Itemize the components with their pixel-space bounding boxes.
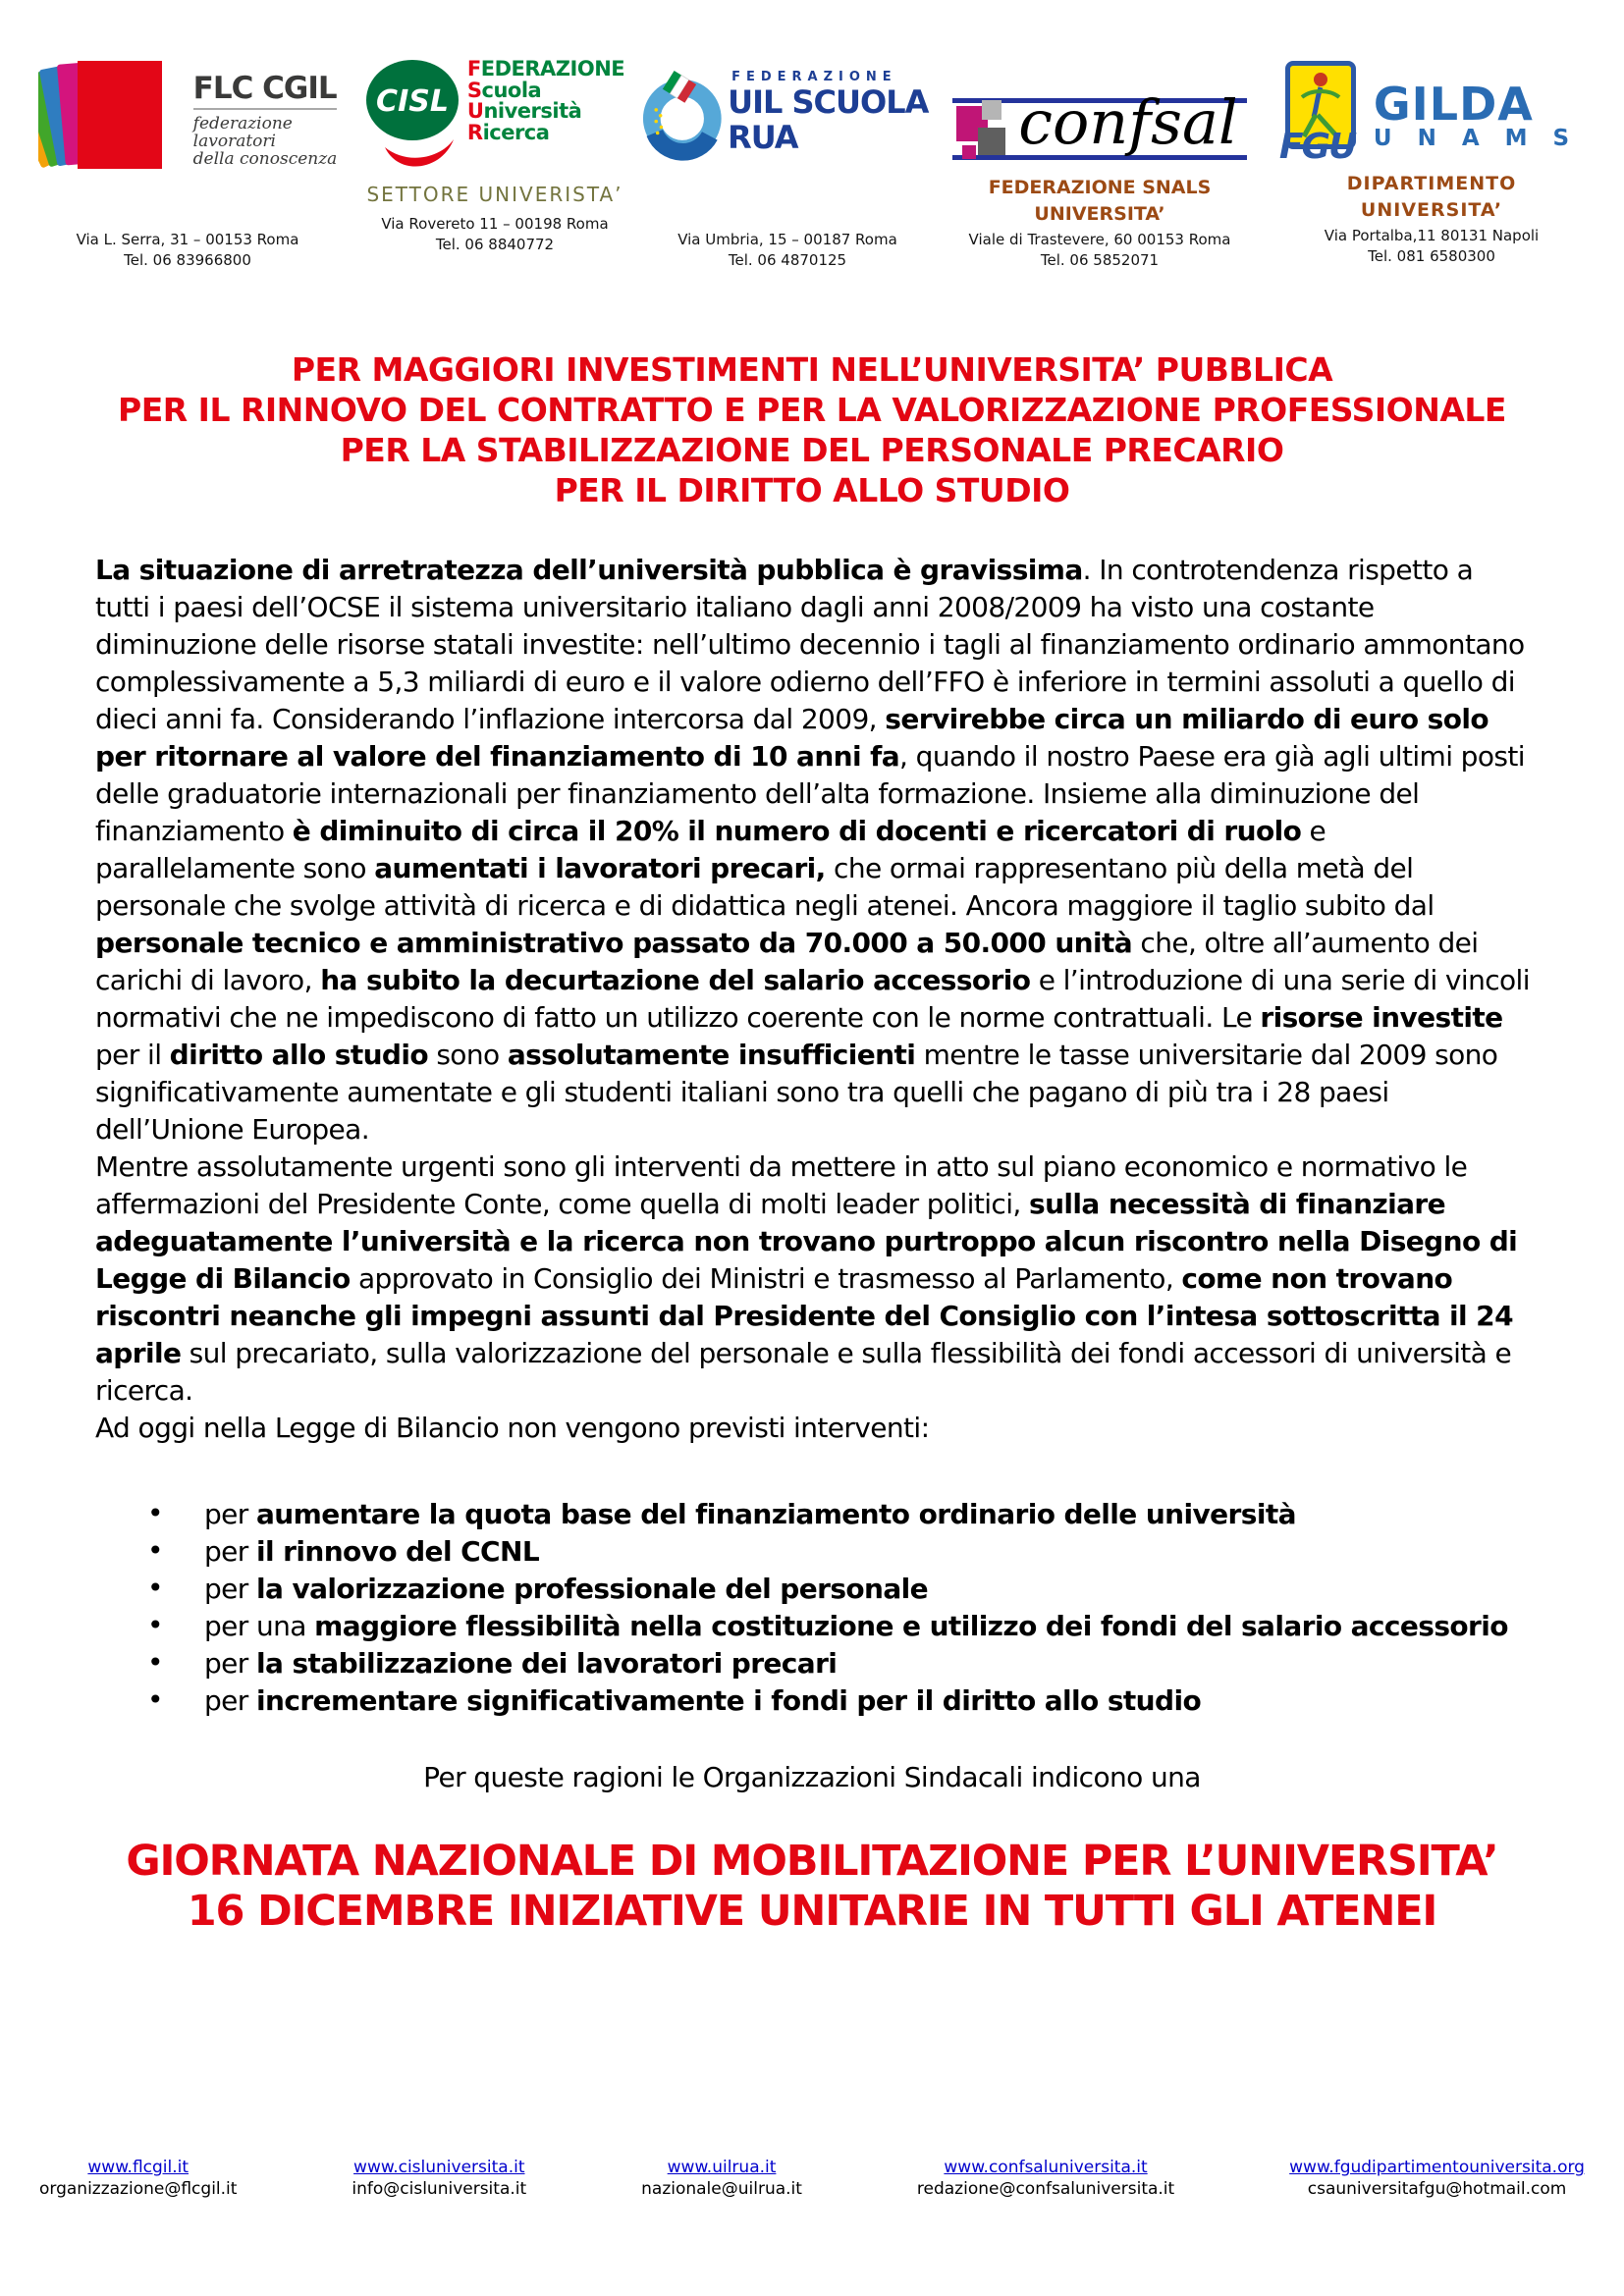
fsur-line (467, 59, 624, 80)
fsur-line (466, 120, 624, 144)
fgu-gilda-logo (1278, 61, 1579, 167)
gilda-wordmark: GILDA (1373, 78, 1534, 131)
fsur-rest: niversità (483, 99, 582, 123)
confsal-wordmark: confsal (1018, 86, 1238, 158)
website-link[interactable]: www.fgudipartimentouniversita.org (1289, 2158, 1585, 2177)
flc-cgil-logo (38, 57, 338, 175)
flc-fan-icon (38, 57, 186, 175)
bullet-text: per incrementare significativamente i fondi per il diritto allo studio (204, 1684, 1202, 1717)
org-phone: Tel. 06 8840772 (435, 236, 555, 253)
org-address: Via L. Serra, 31 – 00153 Roma (76, 231, 299, 248)
confsal-square (962, 145, 976, 159)
fgu-emblem (1278, 61, 1368, 167)
email-text: redazione@confsaluniversita.it (916, 2179, 1175, 2199)
org-uil-scuola-rua (640, 57, 935, 271)
cta-block (0, 1837, 1624, 1937)
org-confsal (941, 57, 1260, 271)
svg-text:CISL: CISL (375, 84, 449, 119)
footer-links-row (0, 2158, 1624, 2199)
bullet-item (147, 1645, 1531, 1682)
footer-col-fgudipartimento (1289, 2158, 1585, 2199)
footer-col-confsaluniversita (917, 2158, 1174, 2199)
bullet-item (147, 1533, 1531, 1571)
website-link[interactable]: www.uilrua.it (667, 2158, 777, 2177)
org-address: Via Rovereto 11 – 00198 Roma (381, 215, 609, 233)
gilda-unams-text (1373, 78, 1579, 151)
website-link[interactable]: www.cisluniversita.it (353, 2158, 525, 2177)
org-phone: Tel. 06 83966800 (124, 251, 251, 269)
email-text: nazionale@uilrua.it (641, 2179, 802, 2199)
unams-wordmark: U N A M S (1373, 126, 1579, 151)
org-flc-cgil (26, 57, 350, 271)
bullet-text: per il rinnovo del CCNL (204, 1535, 540, 1568)
headline-line: PER IL RINNOVO DEL CONTRATTO E PER LA VALORIZZAZIONE PROFESSIONALE (118, 391, 1506, 429)
bullet-item (147, 1571, 1531, 1608)
uil-logo-text (728, 70, 935, 155)
org-address: Via Umbria, 15 – 00187 Roma (677, 231, 897, 248)
confsal-sector-line: UNIVERSITA’ (1034, 203, 1165, 225)
fsur-rest: cuola (481, 78, 542, 102)
cisl-fsur-text (467, 59, 624, 143)
email-text: csauniversitafgu@hotmail.com (1307, 2179, 1567, 2199)
bullet-item (147, 1682, 1531, 1720)
flc-logo-text (193, 73, 338, 168)
headline-line: PER LA STABILIZZAZIONE DEL PERSONALE PRECARIO (340, 431, 1284, 469)
bullet-item (147, 1496, 1531, 1533)
flc-logo-title: FLC CGIL (192, 71, 337, 106)
org-address-block (1325, 226, 1539, 267)
uil-federazione-label: FEDERAZIONE (731, 69, 897, 84)
org-address-block (381, 214, 608, 255)
confsal-sector-line: FEDERAZIONE SNALS (988, 177, 1212, 198)
bullet-icon: • (147, 1497, 163, 1529)
footer-col-cisluniversita (352, 2158, 526, 2199)
cta-line: GIORNATA NAZIONALE DI MOBILITAZIONE PER L’UNIVERSITA’ (126, 1837, 1498, 1886)
footer-col-flcgil (39, 2158, 237, 2199)
uil-title-label: UIL SCUOLA RUA (728, 82, 929, 156)
confsal-sector-label (989, 175, 1212, 228)
cta-line: 16 DICEMBRE INIZIATIVE UNITARIE IN TUTTI GLI ATENEI (187, 1887, 1437, 1936)
fsur-line (467, 101, 624, 123)
flc-tagline-line: della conoscenza (192, 149, 338, 169)
body-paragraph: La situazione di arretratezza dell’università pubblica è gravissima. In controtendenza rispetto a tutti i paesi dell’OCSE il sistema universitario italiano dagli anni 2008/2009 ha visto una costante diminuzione delle risorse statali investite: nell’ultimo decennio i tagli al finanziamento ordinario ammontano complessivamente a 5,3 miliardi di euro e il valore odierno dell’FFO è inferiore in termini assoluti a quello di dieci anni fa. Considerando l’inflazione intercorsa dal 2009, servirebbe circa un miliardo di euro solo per ritornare al valore del finanziamento di 10 anni fa, quando il nostro Paese era già agli ultimi posti delle graduatorie internazionali per finanziamento dell’alta formazione. Insieme alla diminuzione del finanziamento è diminuito di circa il 20% il numero di docenti e ricercatori di ruolo e parallelamente sono aumentati i lavoratori precari, che ormai rappresentano più della metà del personale che svolge attività di ricerca e di didattica negli atenei. Ancora maggiore il taglio subito dal personale tecnico e amministrativo passato da 70.000 a 50.000 unità che, oltre all’aumento dei carichi di lavoro, ha subito la decurtazione del salario accessorio e l’introduzione di una serie di vincoli normativi che ne impediscono di fatto un utilizzo coerente con le norme contrattuali. Le risorse investite per il diritto allo studio sono assolutamente insufficienti mentre le tasse universitarie dal 2009 sono significativamente aumentate e gli studenti italiani sono tra quelli che pagano di più tra i 28 paesi dell’Unione Europea. (95, 554, 1530, 1146)
flc-tagline-line: lavoratori (192, 132, 276, 151)
bullet-text: per una maggiore flessibilità nella costituzione e utilizzo dei fondi del salario accessorio (204, 1610, 1508, 1642)
headline-line: PER MAGGIORI INVESTIMENTI NELL’UNIVERSITA’ PUBBLICA (291, 350, 1333, 389)
fgu-sector-line: DIPARTIMENTO (1346, 173, 1517, 194)
footer-col-uilrua (641, 2158, 802, 2199)
cisl-logo (365, 59, 624, 169)
confsal-square (978, 128, 1005, 155)
email-text: organizzazione@flcgil.it (39, 2179, 238, 2199)
confsal-square (982, 100, 1001, 120)
fsur-rest: EDERAZIONE (480, 57, 625, 80)
headline-line: PER IL DIRITTO ALLO STUDIO (554, 471, 1070, 509)
org-fgu-gilda (1265, 57, 1598, 271)
org-phone: Tel. 06 4870125 (728, 251, 847, 269)
bullet-icon: • (147, 1646, 163, 1679)
bullet-list (0, 1496, 1531, 1720)
org-address-block (677, 230, 897, 271)
cisl-sector-label: SETTORE UNIVERISTA’ (366, 183, 623, 206)
org-phone: Tel. 081 6580300 (1368, 247, 1495, 265)
cisl-bubble-icon (365, 59, 463, 169)
bullet-item (147, 1608, 1531, 1645)
fsur-initial: R (466, 120, 483, 144)
fsur-initial: S (466, 78, 482, 102)
uil-logo (640, 57, 935, 173)
org-phone: Tel. 06 5852071 (1040, 251, 1160, 269)
confsal-logo (952, 84, 1247, 167)
body-text (95, 552, 1531, 1447)
fsur-initial: F (466, 57, 481, 80)
org-address-block (969, 230, 1231, 271)
bullet-icon: • (147, 1683, 163, 1716)
fsur-line (467, 80, 624, 102)
website-link[interactable]: www.flcgil.it (87, 2158, 189, 2177)
fsur-initial: U (466, 99, 484, 123)
closing-line: Per queste ragioni le Organizzazioni Sindacali indicono una (423, 1761, 1201, 1793)
org-address: Via Portalba,11 80131 Napoli (1324, 227, 1540, 244)
header-logos-row (0, 0, 1624, 271)
bullet-icon: • (147, 1534, 163, 1567)
bullet-text: per la stabilizzazione dei lavoratori precari (204, 1647, 838, 1680)
flc-tagline-line: federazione (192, 114, 293, 133)
email-text: info@cisluniversita.it (352, 2179, 527, 2199)
flc-logo-rule (193, 108, 338, 110)
bullet-text: per la valorizzazione professionale del personale (204, 1573, 929, 1605)
website-link[interactable]: www.confsaluniversita.it (944, 2158, 1148, 2177)
org-address-block (77, 230, 299, 271)
fgu-wordmark: FGU (1278, 127, 1356, 167)
fsur-rest: icerca (482, 120, 550, 144)
uil-ring-icon (640, 57, 726, 173)
org-address: Viale di Trastevere, 60 00153 Roma (968, 231, 1231, 248)
body-paragraph: Mentre assolutamente urgenti sono gli interventi da mettere in atto sul piano economico e normativo le affermazioni del Presidente Conte, come quella di molti leader politici, sulla necessità di finanziare adeguatamente l’università e la ricerca non trovano purtroppo alcun riscontro nella Disegno di Legge di Bilancio approvato in Consiglio dei Ministri e trasmesso al Parlamento, come non trovano riscontri neanche gli impegni assunti dal Presidente del Consiglio con l’intesa sottoscritta il 24 aprile sul precariato, sulla valorizzazione del personale e sulla flessibilità dei fondi accessori di università e ricerca. (95, 1150, 1518, 1407)
fgu-sector-line: UNIVERSITA’ (1360, 199, 1503, 221)
org-cisl-fsur (355, 57, 635, 271)
headline-block (0, 349, 1624, 510)
bullet-icon: • (147, 1609, 163, 1641)
fgu-sector-label (1347, 171, 1516, 224)
body-paragraph: Ad oggi nella Legge di Bilancio non vengono previsti interventi: (95, 1412, 930, 1444)
bullet-icon: • (147, 1572, 163, 1604)
flc-logo-tagline (193, 115, 338, 168)
bullet-text: per aumentare la quota base del finanziamento ordinario delle università (204, 1498, 1296, 1530)
